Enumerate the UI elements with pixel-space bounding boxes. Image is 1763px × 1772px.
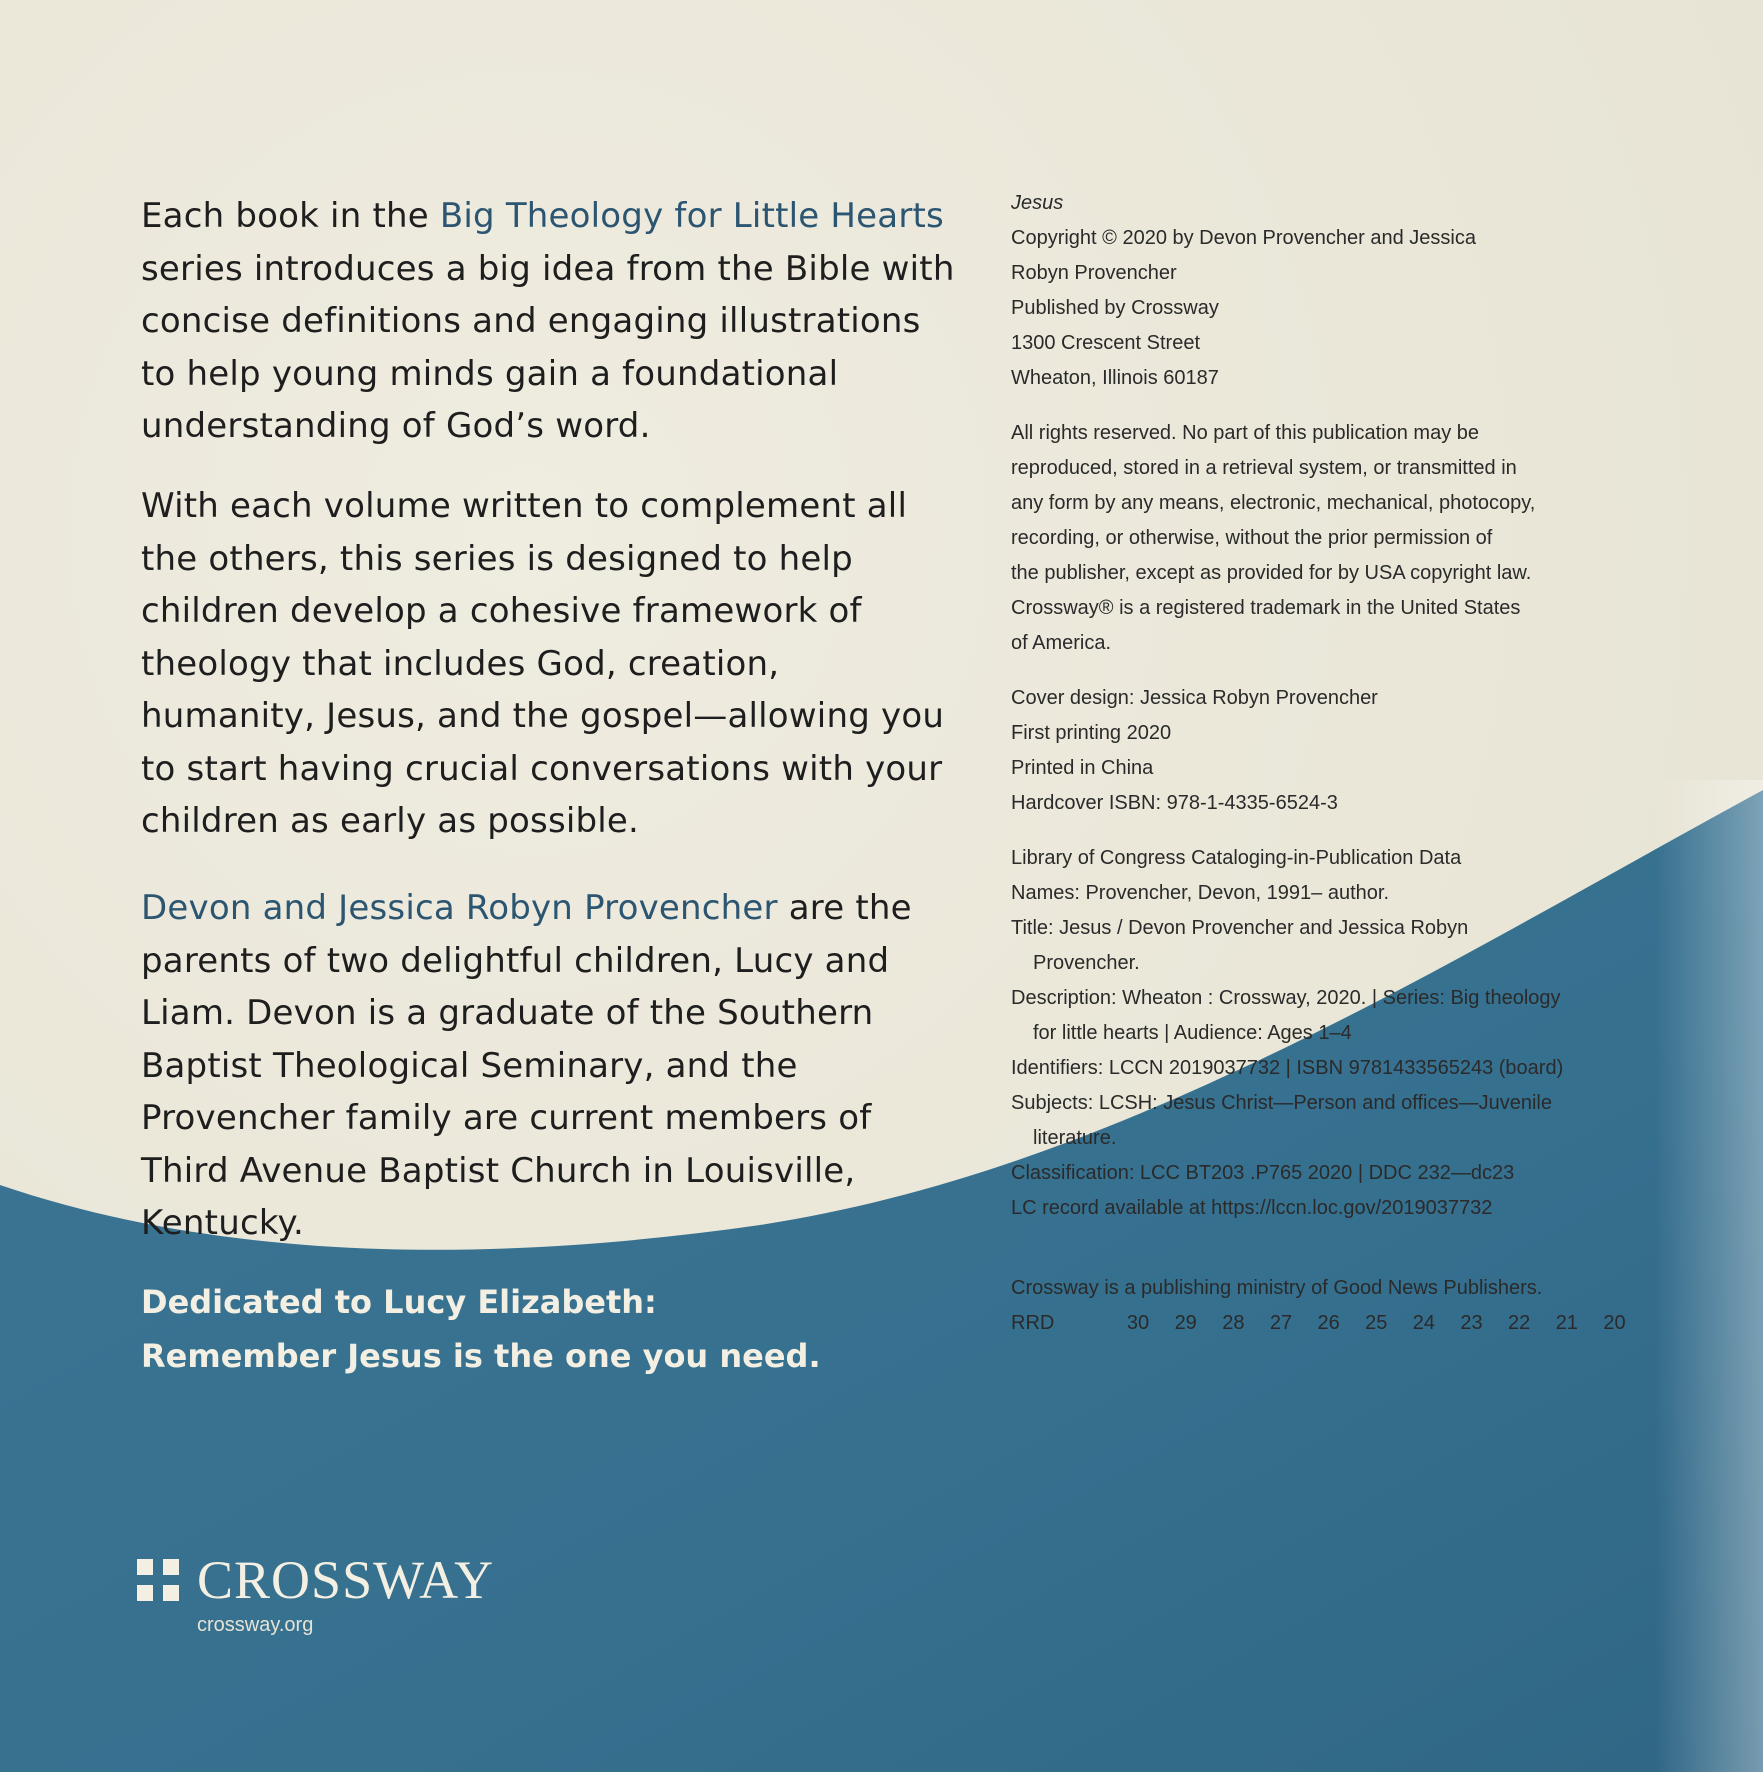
print-number: 26 bbox=[1317, 1312, 1340, 1334]
logo-wordmark: CROSSWAY bbox=[197, 1550, 495, 1610]
cip-line: Title: Jesus / Devon Provencher and Jessica Robyn bbox=[1011, 917, 1469, 939]
print-number-line bbox=[1011, 1306, 1651, 1341]
publication-block bbox=[1011, 186, 1651, 396]
colophon-line: recording, or otherwise, without the prior permission of bbox=[1011, 527, 1493, 549]
book-title: Jesus bbox=[1011, 192, 1064, 214]
cip-line: LC record available at https://lccn.loc.gov/2019037732 bbox=[1011, 1197, 1493, 1219]
print-number: 25 bbox=[1365, 1312, 1388, 1334]
colophon-line: Cover design: Jessica Robyn Provencher bbox=[1011, 687, 1378, 709]
cip-line: Provencher. bbox=[1033, 952, 1140, 974]
colophon-line: Copyright © 2020 by Devon Provencher and Jessica bbox=[1011, 227, 1476, 249]
print-number: 27 bbox=[1269, 1312, 1293, 1334]
print-number: 24 bbox=[1412, 1312, 1436, 1334]
cip-line: for little hearts | Audience: Ages 1–4 bbox=[1033, 1022, 1352, 1044]
printer-code: RRD bbox=[1011, 1312, 1055, 1334]
cip-line: literature. bbox=[1033, 1127, 1117, 1149]
colophon-line: 1300 Crescent Street bbox=[1011, 332, 1200, 354]
printing-block bbox=[1011, 681, 1651, 821]
colophon-line: Published by Crossway bbox=[1011, 297, 1219, 319]
print-number: 30 bbox=[1126, 1312, 1150, 1334]
cip-line: Names: Provencher, Devon, 1991– author. bbox=[1011, 882, 1390, 904]
colophon-line: reproduced, stored in a retrieval system, or transmitted in bbox=[1011, 457, 1517, 479]
dedication-line: Remember Jesus is the one you need. bbox=[141, 1337, 821, 1375]
paragraph-text: With each volume written to complement all the others, this series is designed to help children develop a cohesive framework of theology that includes God, creation, humanity, Jesus, and the gospel—allowing you to start having crucial conversations with your children as early as possible. bbox=[141, 486, 945, 841]
paragraph-text: Each book in the bbox=[141, 196, 440, 236]
cip-line: Identifiers: LCCN 2019037732 | ISBN 9781433565243 (board) bbox=[1011, 1057, 1564, 1079]
cip-block bbox=[1011, 841, 1651, 1226]
colophon-line: of America. bbox=[1011, 632, 1112, 654]
crossway-cross-icon bbox=[137, 1559, 179, 1601]
dedication-line: Dedicated to Lucy Elizabeth: bbox=[141, 1283, 657, 1321]
colophon-line: any form by any means, electronic, mechanical, photocopy, bbox=[1011, 492, 1536, 514]
colophon-line: Printed in China bbox=[1011, 757, 1154, 779]
cip-line: Subjects: LCSH: Jesus Christ—Person and offices—Juvenile bbox=[1011, 1092, 1552, 1114]
print-number: 23 bbox=[1460, 1312, 1483, 1334]
print-number: 21 bbox=[1555, 1312, 1578, 1334]
colophon-line: Wheaton, Illinois 60187 bbox=[1011, 367, 1219, 389]
ministry-block bbox=[1011, 1271, 1651, 1341]
colophon-line: the publisher, except as provided for by USA copyright law. bbox=[1011, 562, 1532, 584]
paragraph-text: are the parents of two delightful children, Lucy and Liam. Devon is a graduate of the Southern Baptist Theological Seminary, and the Provencher family are current members of Third Avenue Baptist Church in Louisville, Kentucky. bbox=[141, 888, 912, 1243]
ministry-line: Crossway is a publishing ministry of Good News Publishers. bbox=[1011, 1277, 1543, 1299]
series-description bbox=[141, 190, 961, 453]
colophon-line: Hardcover ISBN: 978-1-4335-6524-3 bbox=[1011, 792, 1338, 814]
colophon-line: Crossway® is a registered trademark in the United States bbox=[1011, 597, 1521, 619]
cip-line: Library of Congress Cataloging-in-Publication Data bbox=[1011, 847, 1462, 869]
colophon-line: Robyn Provencher bbox=[1011, 262, 1177, 284]
paragraph-text: series introduces a big idea from the Bible with concise definitions and engaging illustrations to help young minds gain a foundational understanding of God’s word. bbox=[141, 248, 955, 446]
logo-url: crossway.org bbox=[197, 1614, 314, 1636]
author-names: Devon and Jessica Robyn Provencher bbox=[141, 888, 778, 928]
series-purpose bbox=[141, 480, 961, 848]
print-number: 20 bbox=[1603, 1312, 1626, 1334]
print-number: 28 bbox=[1222, 1312, 1245, 1334]
cip-line: Classification: LCC BT203 .P765 2020 | DDC 232—dc23 bbox=[1011, 1162, 1515, 1184]
colophon bbox=[1011, 186, 1651, 1341]
crossway-logo bbox=[137, 1550, 537, 1637]
author-bio bbox=[141, 882, 961, 1250]
colophon-line: First printing 2020 bbox=[1011, 722, 1172, 744]
dedication bbox=[141, 1275, 941, 1383]
series-name: Big Theology for Little Hearts bbox=[439, 196, 944, 236]
print-number: 22 bbox=[1508, 1312, 1531, 1334]
colophon-line: All rights reserved. No part of this publication may be bbox=[1011, 422, 1479, 444]
print-number: 29 bbox=[1174, 1312, 1197, 1334]
rights-block bbox=[1011, 416, 1651, 661]
cip-line: Description: Wheaton : Crossway, 2020. | Series: Big theology bbox=[1011, 987, 1561, 1009]
